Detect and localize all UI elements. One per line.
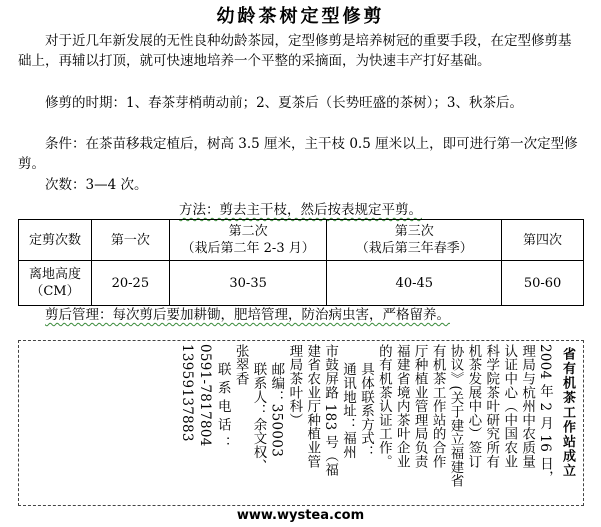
table-cell: 50-60	[502, 261, 584, 306]
pruning-table	[18, 219, 584, 306]
column-name: 第二次	[228, 224, 268, 239]
footer-url: www.wystea.com	[236, 508, 365, 523]
notice-heading: 省有机茶工作站成立	[560, 347, 575, 479]
notice-box	[18, 340, 584, 506]
table-cell: 30-35	[169, 261, 327, 306]
table-header-label: 定剪次数	[19, 220, 92, 261]
page-title: 幼龄茶树定型修剪	[216, 6, 385, 27]
column-name: 第一次	[110, 232, 150, 248]
table-header-row	[19, 220, 584, 261]
column-note: （栽后第二年 2-3 月）	[181, 241, 315, 256]
table-header-cell	[169, 220, 327, 261]
column-name: 第三次	[394, 224, 434, 239]
table-cell: 20-25	[91, 261, 169, 306]
after-pruning-paragraph	[18, 305, 584, 325]
intro-paragraph: 对于近几年新发展的无性良种幼龄茶园，定型修剪是培养树冠的重要手段，在定型修剪基础上，再辅以打顶，就可快速地培养一个平整的采摘面，为快速丰产打好基础。	[18, 33, 572, 69]
table-header-cell	[91, 220, 169, 261]
column-note: （栽后第三年春季）	[355, 241, 473, 256]
timing-paragraph: 修剪的时期：1、春茶芽梢萌动前；2、夏茶后（长势旺盛的茶树）；3、秋茶后。	[45, 95, 524, 111]
table-header-cell	[502, 220, 584, 261]
row-label-line2: （CM）	[30, 284, 80, 299]
table-row	[19, 261, 584, 306]
row-label-line1: 离地高度	[28, 267, 81, 282]
row-label	[19, 261, 92, 306]
method-line	[0, 201, 601, 219]
after-pruning-text: 剪后管理：每次剪后要加耕锄，肥培管理，防治病虫害，严格留养。	[45, 307, 450, 323]
column-name: 第四次	[523, 232, 563, 248]
conditions-paragraph: 条件：在茶苗移栽定植后，树高 3.5 厘米，主干枝 0.5 厘米以上，即可进行第一次定型修剪。	[18, 136, 578, 172]
times-paragraph: 次数：3—4 次。	[45, 177, 148, 193]
notice-body: 2004 年 2 月 16 日， 理局与杭州中农质量 认证中心（中国农业 科学院茶叶研究所有 机茶发展中心）签订 协议》(关于建立福建省 有机茶工作站的合作 厅种植业管理局负责 福建省境内茶叶企业 的有机茶认证工作。 具体联系方式： 通讯地址：福州 市鼓屏路 183 号（福 建省农业厅种植业管 理局茶叶科） 邮编：350003 联系人：余文权、 张翠香 联 系 电 话 ： 0591-7817804 13959137883	[178, 344, 553, 488]
method-text: 方法：剪去主干枝，然后按表规定平剪。	[179, 202, 422, 218]
table-header-cell	[327, 220, 502, 261]
table-cell: 40-45	[327, 261, 502, 306]
